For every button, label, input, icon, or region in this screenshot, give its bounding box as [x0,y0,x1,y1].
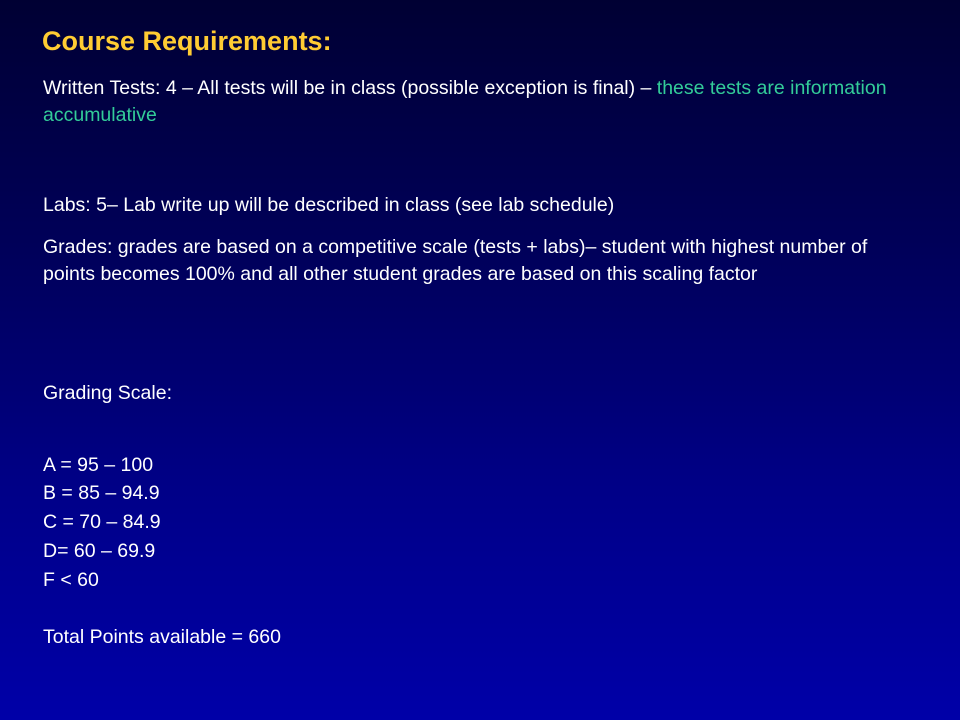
labs-paragraph: Labs: 5– Lab write up will be described in class (see lab schedule) [43,194,615,216]
written-tests-paragraph [43,75,923,129]
grade-b: B = 85 – 94.9 [43,482,160,504]
grades-paragraph: Grades: grades are based on a competitive scale (tests + labs)– student with highest number of points becomes 100% and all other student grades are based on this scaling factor [43,236,868,285]
slide-title: Course Requirements: [42,26,332,56]
total-points: Total Points available = 660 [43,626,281,648]
written-tests-text: Written Tests: 4 – All tests will be in class (possible exception is final) – [43,77,657,99]
grade-a: A = 95 – 100 [43,454,154,476]
written-tests-highlight: these tests are information accumulative [43,77,887,126]
grading-scale-heading: Grading Scale: [43,382,172,404]
grade-f: F < 60 [43,569,99,591]
grade-d: D= 60 – 69.9 [43,540,156,562]
grade-c: C = 70 – 84.9 [43,511,161,533]
